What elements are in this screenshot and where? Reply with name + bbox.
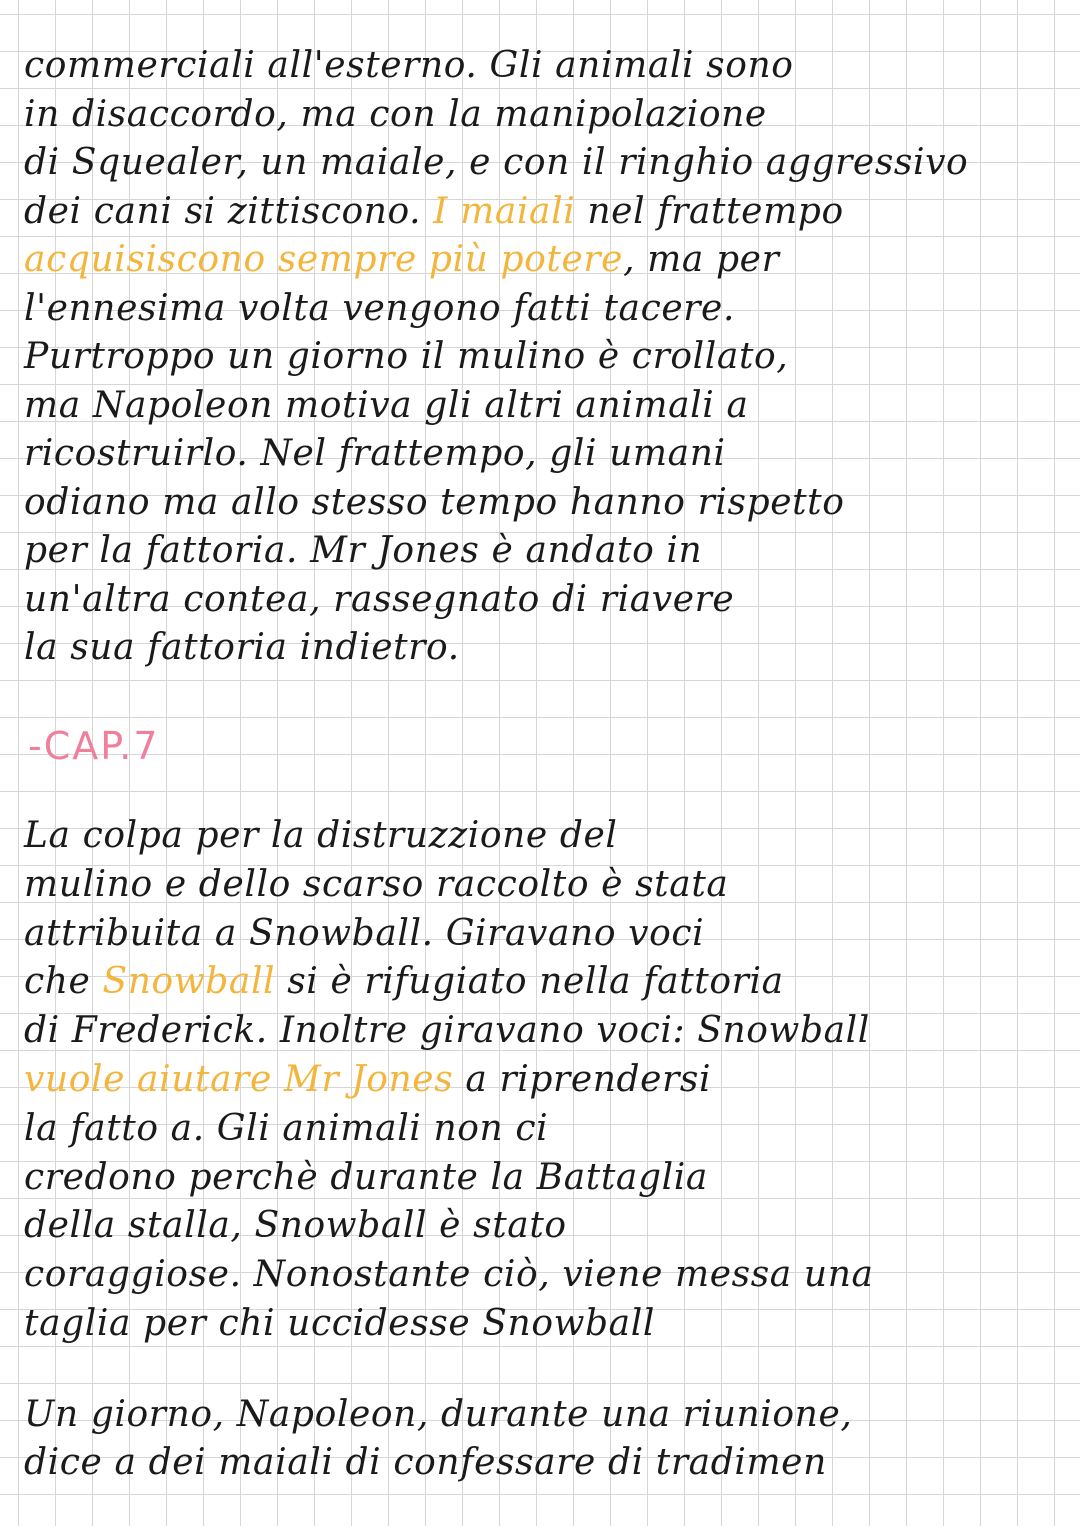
text-segment: ricostruirlo. Nel frattempo, gli umani [24, 433, 726, 474]
text-segment: per la fattoria. Mr Jones è andato in [24, 530, 703, 571]
text-segment: coraggiose. Nonostante ciò, viene messa una [24, 1254, 874, 1296]
text-line [24, 1058, 1070, 1102]
text-line [24, 238, 1070, 282]
text-segment: Un giorno, Napoleon, durante una riunione, [24, 1394, 853, 1435]
text-segment: taglia per chi uccidesse Snowball [24, 1303, 655, 1344]
text-line [24, 1302, 1070, 1346]
chapter-heading: -CAP.7 [28, 724, 160, 768]
text-segment: La colpa per la distruzzione del [24, 815, 618, 856]
text-line [24, 190, 1070, 234]
text-line [24, 626, 1070, 670]
text-line [24, 287, 1070, 331]
text-line [24, 1253, 1070, 1297]
text-segment: la sua fattoria indietro. [24, 627, 460, 668]
text-line [24, 335, 1070, 379]
text-segment: di Squealer, un maiale, e con il ringhio aggressivo [24, 142, 969, 183]
highlighted-text: vuole aiutare Mr Jones [24, 1059, 454, 1100]
text-line [24, 960, 1070, 1004]
text-line [24, 578, 1070, 622]
text-line [24, 1107, 1070, 1151]
text-line [24, 432, 1070, 476]
text-segment: della stalla, Snowball è stato [24, 1205, 567, 1247]
text-line [24, 1441, 1070, 1485]
text-segment: la fatto a. Gli animali non ci [24, 1107, 549, 1149]
text-line [24, 1009, 1070, 1053]
text-segment: di Frederick. Inoltre giravano voci: Snowball [24, 1010, 870, 1052]
text-line [24, 814, 1070, 858]
text-segment: Purtroppo un giorno il mulino è crollato, [24, 336, 789, 377]
text-segment: , ma per [623, 239, 780, 280]
text-segment: si è rifugiato nella fattoria [275, 961, 784, 1003]
text-segment: mulino e dello scarso raccolto è stata [24, 863, 729, 905]
text-segment: commerciali all'esterno. Gli animali sono [24, 45, 794, 86]
text-segment: dice a dei maiali di confessare di tradimen [24, 1442, 827, 1483]
text-segment: odiano ma allo stesso tempo hanno rispetto [24, 481, 845, 523]
text-segment: in disaccordo, ma con la manipolazione [24, 93, 767, 135]
text-line [24, 1204, 1070, 1248]
text-line [24, 384, 1070, 428]
text-segment: dei cani si zittiscono. [24, 190, 434, 232]
highlighted-text: acquisiscono sempre più potere [24, 239, 624, 280]
text-segment: credono perchè durante la Battaglia [24, 1156, 708, 1198]
text-segment: a riprendersi [453, 1059, 712, 1100]
highlighted-text: I maiali [433, 190, 576, 232]
text-line [24, 1156, 1070, 1200]
text-segment: che [24, 961, 103, 1003]
text-line [24, 529, 1070, 573]
text-line [24, 44, 1070, 88]
text-line [24, 481, 1070, 525]
text-line [24, 863, 1070, 907]
text-line [24, 93, 1070, 137]
text-segment: nel frattempo [575, 190, 844, 232]
text-line [24, 1393, 1070, 1437]
text-line [24, 912, 1070, 956]
text-segment: attribuita a Snowball. Giravano voci [24, 912, 705, 954]
text-segment: un'altra contea, rassegnato di riavere [24, 578, 735, 620]
text-line [24, 141, 1070, 185]
highlighted-text: Snowball [102, 961, 276, 1003]
text-segment: l'ennesima volta vengono fatti tacere. [24, 287, 736, 329]
text-segment: ma Napoleon motiva gli altri animali a [24, 384, 749, 426]
